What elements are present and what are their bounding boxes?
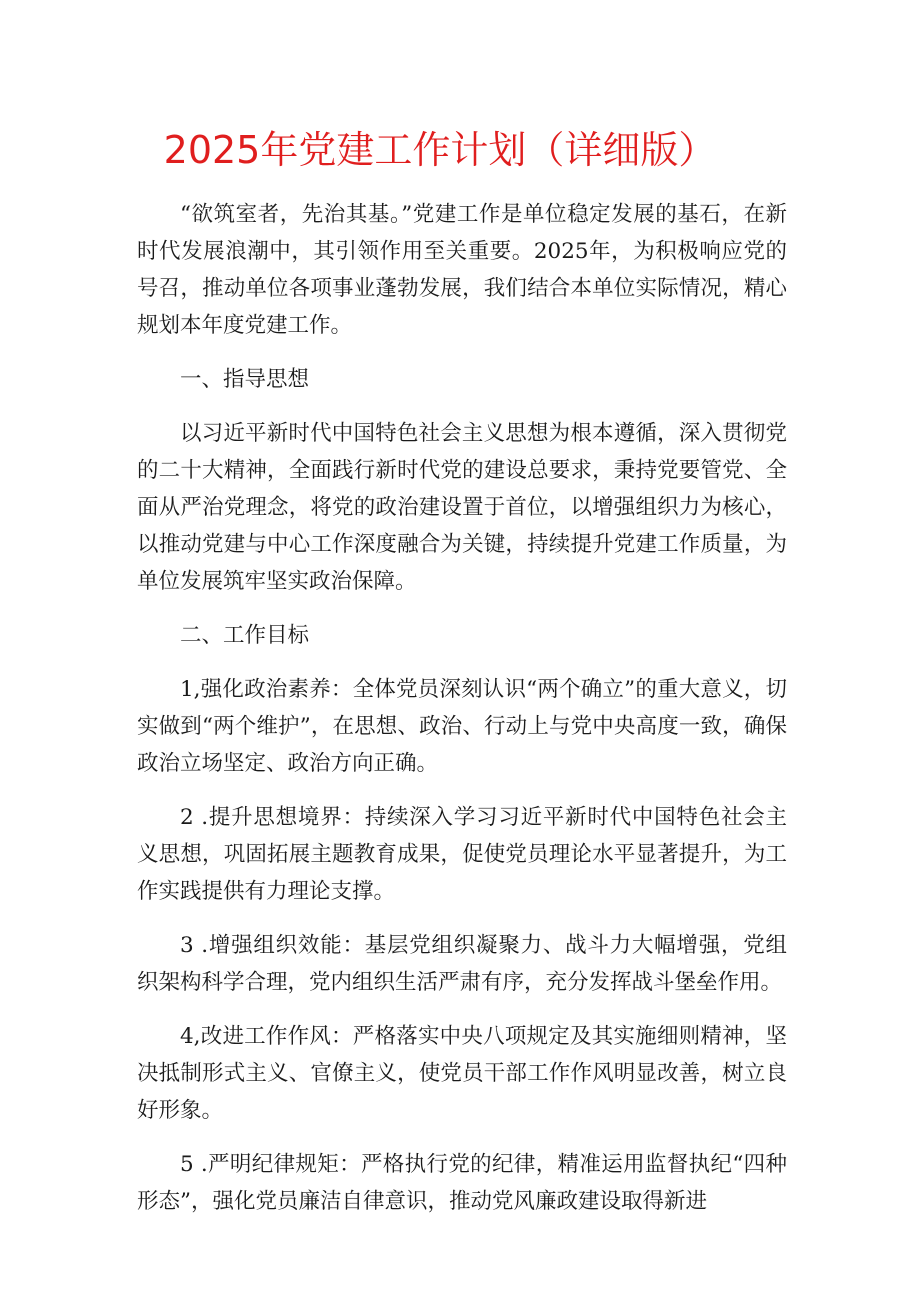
document-title: 2025年党建工作计划（详细版） (163, 128, 717, 172)
goal-item-3: 3 .增强组织效能：基层党组织凝聚力、战斗力大幅增强，党组织架构科学合理，党内组织生活严肃有序，充分发挥战斗堡垒作用。 (137, 933, 787, 995)
goal-item-4: 4,改进工作作风：严格落实中央八项规定及其实施细则精神，坚决抵制形式主义、官僚主义，使党员干部工作作风明显改善，树立良好形象。 (137, 1024, 787, 1123)
goal-item-1: 1,强化政治素养：全体党员深刻认识“两个确立”的重大意义，切实做到“两个维护”，在思想、政治、行动上与党中央高度一致，确保政治立场坚定、政治方向正确。 (137, 677, 787, 776)
goal-item-2: 2 .提升思想境界：持续深入学习习近平新时代中国特色社会主义思想，巩固拓展主题教育成果，促使党员理论水平显著提升，为工作实践提供有力理论支撑。 (137, 805, 787, 904)
section-heading-work-goals: 二、工作目标 (180, 623, 310, 648)
guiding-ideology-paragraph: 以习近平新时代中国特色社会主义思想为根本遵循，深入贯彻党的二十大精神，全面践行新时代党的建设总要求，秉持党要管党、全面从严治党理念，将党的政治建设置于首位，以增强组织力为核心，以推动党建与中心工作深度融合为关键，持续提升党建工作质量，为单位发展筑牢坚实政治保障。 (137, 421, 787, 594)
intro-paragraph: “欲筑室者，先治其基。”党建工作是单位稳定发展的基石，在新时代发展浪潮中，其引领作用至关重要。2025年，为积极响应党的号召，推动单位各项事业蓬勃发展，我们结合本单位实际情况，精心规划本年度党建工作。 (137, 202, 787, 338)
document-body (137, 196, 787, 1237)
section-heading-guiding-ideology: 一、指导思想 (180, 367, 310, 392)
goal-item-5: 5 .严明纪律规矩：严格执行党的纪律，精准运用监督执纪“四种形态”，强化党员廉洁自律意识，推动党风廉政建设取得新进 (137, 1152, 787, 1214)
